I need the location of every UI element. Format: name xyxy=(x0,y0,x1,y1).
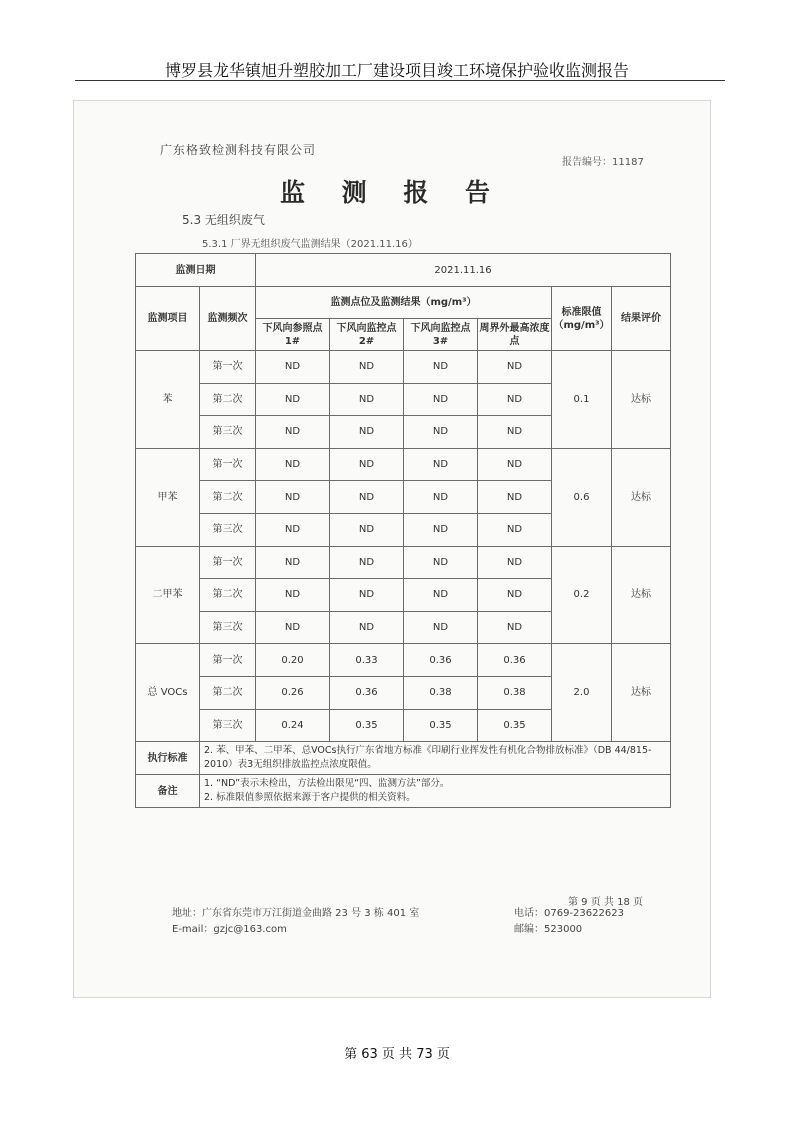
evaluation-result: 达标 xyxy=(612,644,671,742)
result-cell: ND xyxy=(404,351,478,384)
report-title: 监 测 报 告 xyxy=(279,178,505,207)
result-cell: ND xyxy=(330,579,404,612)
item-header: 监测项目 xyxy=(136,287,200,351)
result-cell: ND xyxy=(256,546,330,579)
result-cell: ND xyxy=(404,481,478,514)
result-cell: ND xyxy=(330,481,404,514)
notes-label: 备注 xyxy=(136,775,200,808)
result-cell: ND xyxy=(404,448,478,481)
document-page-number: 第 63 页 共 73 页 xyxy=(344,1047,450,1062)
result-cell: 0.24 xyxy=(256,709,330,742)
frequency-cell: 第二次 xyxy=(200,383,256,416)
standard-label: 执行标准 xyxy=(136,742,200,775)
pollutant-name: 二甲苯 xyxy=(136,546,200,644)
header-divider xyxy=(75,80,725,81)
result-cell: ND xyxy=(256,448,330,481)
result-cell: 0.36 xyxy=(330,676,404,709)
result-cell: ND xyxy=(256,416,330,449)
result-cell: ND xyxy=(256,611,330,644)
table-row xyxy=(136,448,671,481)
table-row xyxy=(136,644,671,677)
result-cell: ND xyxy=(404,416,478,449)
result-cell: ND xyxy=(256,513,330,546)
result-cell: ND xyxy=(478,513,552,546)
frequency-header: 监测频次 xyxy=(200,287,256,351)
result-cell: ND xyxy=(404,611,478,644)
note-line: 2. 标准限值参照依据来源于客户提供的相关资料。 xyxy=(204,792,416,804)
subsection-heading: 5.3.1 厂界无组织废气监测结果（2021.11.16） xyxy=(202,239,418,250)
column-header: 下风向监控点 2# xyxy=(330,319,404,351)
result-cell: ND xyxy=(478,481,552,514)
pollutant-name: 总 VOCs xyxy=(136,644,200,742)
limit-header: 标准限值（mg/m³） xyxy=(552,287,612,351)
result-cell: ND xyxy=(478,579,552,612)
result-cell: ND xyxy=(404,513,478,546)
pollutant-name: 苯 xyxy=(136,351,200,449)
result-cell: ND xyxy=(330,546,404,579)
date-label: 监测日期 xyxy=(136,254,256,287)
limit-value: 0.6 xyxy=(552,448,612,546)
note-line: 1. “ND”表示未检出，方法检出限见“四、监测方法”部分。 xyxy=(204,778,450,790)
standard-text: 2. 苯、甲苯、二甲苯、总VOCs执行广东省地方标准《印刷行业挥发性有机化合物排放标准》（DB 44/815-2010）表3无组织排放监控点浓度限值。 xyxy=(200,742,671,775)
evaluation-result: 达标 xyxy=(612,546,671,644)
result-cell: 0.33 xyxy=(330,644,404,677)
frequency-cell: 第二次 xyxy=(200,579,256,612)
result-cell: 0.20 xyxy=(256,644,330,677)
result-cell: 0.26 xyxy=(256,676,330,709)
limit-value: 0.2 xyxy=(552,546,612,644)
pollutant-name: 甲苯 xyxy=(136,448,200,546)
result-cell: ND xyxy=(330,611,404,644)
company-name: 广东格致检测科技有限公司 xyxy=(160,143,317,157)
result-cell: ND xyxy=(256,351,330,384)
address: 地址：广东省东莞市万江街道金曲路 23 号 3 栋 401 室 xyxy=(172,908,420,919)
frequency-cell: 第三次 xyxy=(200,611,256,644)
result-cell: ND xyxy=(478,383,552,416)
result-cell: ND xyxy=(330,416,404,449)
result-cell: ND xyxy=(404,383,478,416)
result-cell: ND xyxy=(330,383,404,416)
result-cell: 0.38 xyxy=(478,676,552,709)
notes-cell xyxy=(200,775,671,808)
frequency-cell: 第一次 xyxy=(200,448,256,481)
result-cell: 0.36 xyxy=(478,644,552,677)
monitoring-results-table xyxy=(135,253,671,808)
result-cell: ND xyxy=(478,351,552,384)
contact-block xyxy=(514,906,624,938)
result-cell: ND xyxy=(478,448,552,481)
limit-value: 0.1 xyxy=(552,351,612,449)
report-number: 报告编号：11187 xyxy=(562,157,644,168)
frequency-cell: 第三次 xyxy=(200,416,256,449)
result-cell: ND xyxy=(478,416,552,449)
column-header: 下风向参照点 1# xyxy=(256,319,330,351)
evaluation-result: 达标 xyxy=(612,351,671,449)
result-cell: 0.35 xyxy=(330,709,404,742)
frequency-cell: 第一次 xyxy=(200,644,256,677)
result-cell: ND xyxy=(330,513,404,546)
evaluation-header: 结果评价 xyxy=(612,287,671,351)
column-header: 周界外最高浓度点 xyxy=(478,319,552,351)
evaluation-result: 达标 xyxy=(612,448,671,546)
result-cell: ND xyxy=(256,481,330,514)
frequency-cell: 第一次 xyxy=(200,351,256,384)
date-value: 2021.11.16 xyxy=(256,254,671,287)
result-cell: ND xyxy=(330,448,404,481)
result-cell: 0.36 xyxy=(404,644,478,677)
frequency-cell: 第二次 xyxy=(200,676,256,709)
points-header: 监测点位及监测结果（mg/m³） xyxy=(256,287,552,319)
frequency-cell: 第一次 xyxy=(200,546,256,579)
scan-page-number: 第 9 页 共 18 页 xyxy=(568,897,643,908)
document-header-title: 博罗县龙华镇旭升塑胶加工厂建设项目竣工环境保护验收监测报告 xyxy=(164,61,629,80)
result-cell: 0.35 xyxy=(478,709,552,742)
result-cell: ND xyxy=(478,546,552,579)
result-cell: ND xyxy=(256,579,330,612)
result-cell: ND xyxy=(404,546,478,579)
result-cell: ND xyxy=(404,579,478,612)
result-cell: ND xyxy=(256,383,330,416)
table-row xyxy=(136,546,671,579)
email: E-mail：gzjc@163.com xyxy=(172,924,287,935)
limit-value: 2.0 xyxy=(552,644,612,742)
column-header: 下风向监控点 3# xyxy=(404,319,478,351)
frequency-cell: 第三次 xyxy=(200,513,256,546)
result-cell: ND xyxy=(330,351,404,384)
result-cell: 0.35 xyxy=(404,709,478,742)
address-block xyxy=(172,906,419,938)
frequency-cell: 第二次 xyxy=(200,481,256,514)
frequency-cell: 第三次 xyxy=(200,709,256,742)
section-heading: 5.3 无组织废气 xyxy=(182,213,265,227)
table-row xyxy=(136,351,671,384)
result-cell: 0.38 xyxy=(404,676,478,709)
phone: 电话：0769-23622623 xyxy=(514,908,624,919)
scanned-report-page xyxy=(73,100,711,998)
postcode: 邮编：523000 xyxy=(514,924,583,935)
result-cell: ND xyxy=(478,611,552,644)
